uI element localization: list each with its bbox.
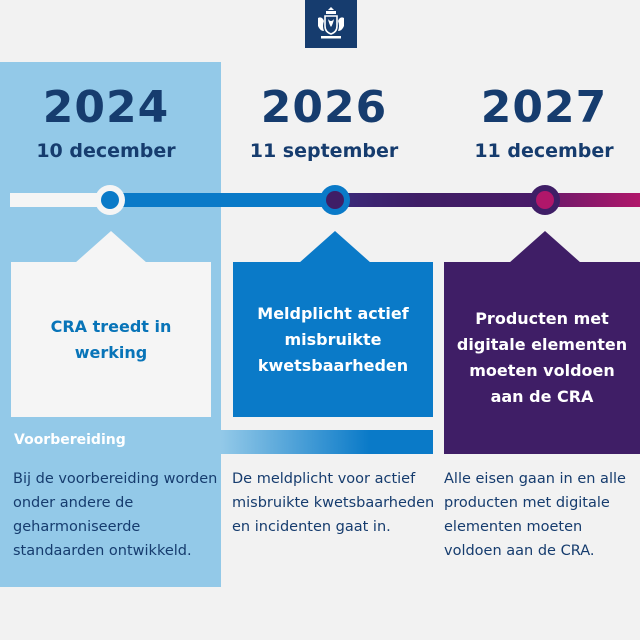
coat-of-arms-logo bbox=[305, 0, 357, 48]
pointer-1 bbox=[75, 231, 147, 263]
year-2026: 2026 bbox=[260, 82, 388, 133]
pointer-2 bbox=[299, 231, 371, 263]
year-2024: 2024 bbox=[42, 82, 170, 133]
timeline-segment-2 bbox=[335, 193, 545, 207]
milestone-description-2027: Alle eisen gaan in en alle producten met digitale elementen moeten voldoen aan de CRA. bbox=[444, 471, 626, 559]
milestone-description-2024: Bij de voorbereiding worden onder andere de geharmoniseerde standaarden ontwikkeld. bbox=[13, 471, 218, 559]
timeline-node-2026 bbox=[320, 185, 350, 215]
pointer-3 bbox=[509, 231, 581, 263]
timeline-node-2024 bbox=[95, 185, 125, 215]
milestone-title-2024: CRA treedt in werking bbox=[11, 262, 211, 417]
coat-of-arms-icon bbox=[315, 4, 347, 44]
timeline-segment-1 bbox=[110, 193, 335, 207]
preparation-bar bbox=[221, 430, 433, 454]
milestone-title-2027: Producten met digitale elementen moeten voldoen aan de CRA bbox=[444, 262, 640, 454]
preparation-label: Voorbereiding bbox=[14, 432, 126, 448]
date-2027: 11 december bbox=[474, 140, 614, 162]
milestone-description-2026: De meldplicht voor actief misbruikte kwetsbaarheden en incidenten gaat in. bbox=[232, 471, 435, 535]
timeline bbox=[0, 178, 640, 222]
date-2026: 11 september bbox=[249, 140, 399, 162]
date-2024: 10 december bbox=[36, 140, 176, 162]
year-2027: 2027 bbox=[480, 82, 608, 133]
milestone-title-2026: Meldplicht actief misbruikte kwetsbaarheden bbox=[233, 262, 433, 417]
timeline-node-2027 bbox=[530, 185, 560, 215]
